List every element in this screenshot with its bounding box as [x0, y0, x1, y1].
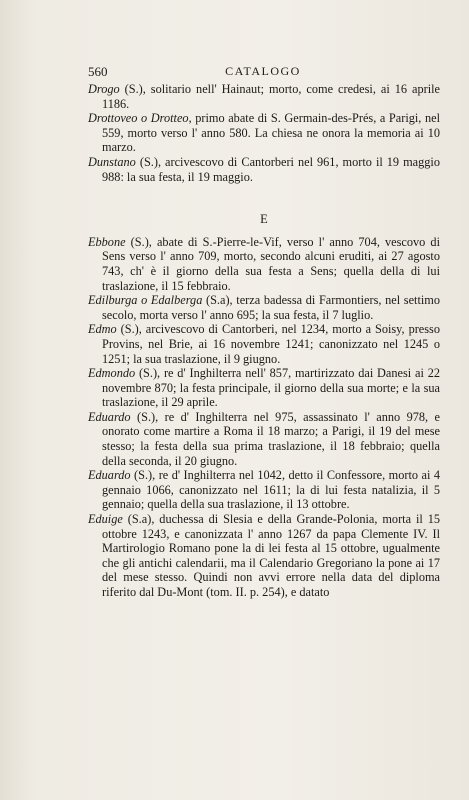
entry-name: Eduige [88, 512, 123, 527]
page-number: 560 [88, 64, 108, 79]
catalog-entry [88, 322, 440, 366]
catalog-entry [88, 82, 440, 111]
catalog-text [88, 82, 440, 600]
entry-name: Eduardo [88, 468, 131, 483]
entry-text: (S.), arcivescovo di Cantorberi, nel 1234, morto a Soisy, presso Provins, nel Brie, ai 16 novembre 1241; canonizzato nel 1245 o 1251; la sua traslazione, il 9 giugno. [102, 322, 440, 366]
catalog-entry [88, 155, 440, 184]
entry-text: (S.), re d' Inghilterra nell' 857, martirizzato dai Danesi ai 22 novembre 870; la festa principale, il giorno della sua morte; e la sua traslazione, il 29 aprile. [102, 366, 440, 410]
catalog-entry [88, 366, 440, 410]
entry-name: Ebbone [88, 234, 126, 249]
catalog-entry [88, 235, 440, 293]
entry-text: (S.), re d' Inghilterra nel 1042, detto il Confessore, morto ai 4 gennaio 1066, canonizzato nel 1611; la di lui festa natalizia, il 5 gennaio; quella della sua traslazione, il 13 ottobre. [102, 468, 440, 512]
entry-name: Eduardo [88, 409, 131, 424]
section-letter: E [260, 212, 268, 227]
entry-name: Edmo [88, 322, 117, 337]
entry-text: (S.), arcivescovo di Cantorberi nel 961, morto il 19 maggio 988: la sua festa, il 19 maggio. [102, 154, 440, 184]
catalog-entry [88, 468, 440, 512]
entry-name: Edmondo [88, 366, 136, 381]
catalog-entry [88, 410, 440, 468]
entry-name: Drottoveo o Drotteo [88, 111, 189, 126]
entry-text: (S.), solitario nell' Hainaut; morto, come credesi, ai 16 aprile 1186. [102, 82, 440, 111]
running-head: CATALOGO [225, 64, 301, 78]
entry-text: (S.a), duchessa di Slesia e della Grande-Polonia, morta il 15 ottobre 1243, e canonizzata l' anno 1267 da papa Clemente IV. Il Martirologio Romano pone la di lei festa al 15 ottobre, ugualmente che gli antichi calendarii, ma il Calendario Gregoriano la pone ai 17 del mese stesso. Quindi non avvi errore nella data del diploma riferito dal Du-Mont (tom. II. p. 254), e datato [102, 512, 440, 599]
entry-name: Dunstano [88, 154, 136, 169]
entry-name: Edilburga o Edalberga [88, 293, 203, 308]
page-header [88, 64, 438, 84]
entries-after [88, 235, 440, 600]
entry-text: (S.), abate di S.-Pierre-le-Vif, verso l' anno 704, vescovo di Sens verso l' anno 709, morto, secondo alcuni eruditi, ai 27 agosto 743, ch' è il giorno della sua festa a Sens; quella della di lui traslazione, il 15 febbraio. [102, 234, 440, 293]
catalog-entry [88, 512, 440, 600]
catalog-entry [88, 111, 440, 155]
entry-text: (S.), re d' Inghilterra nel 975, assassinato l' anno 978, e onorato come martire a Roma il 18 marzo; a Parigi, il 19 del mese stesso; la festa della sua prima traslazione, il 18 febbraio; quella della seconda, il 20 giugno. [102, 409, 440, 468]
entry-text: , primo abate di S. Germain-des-Prés, a Parigi, nel 559, morto verso l' anno 580. La chiesa ne onora la memoria ai 10 marzo. [102, 111, 441, 155]
catalog-entry [88, 293, 440, 322]
entries-before [88, 82, 440, 184]
entry-text: (S.a), terza badessa di Farmontiers, nel settimo secolo, morta verso l' anno 695; la sua festa, il 7 luglio. [102, 293, 441, 322]
entry-name: Drogo [88, 82, 120, 96]
